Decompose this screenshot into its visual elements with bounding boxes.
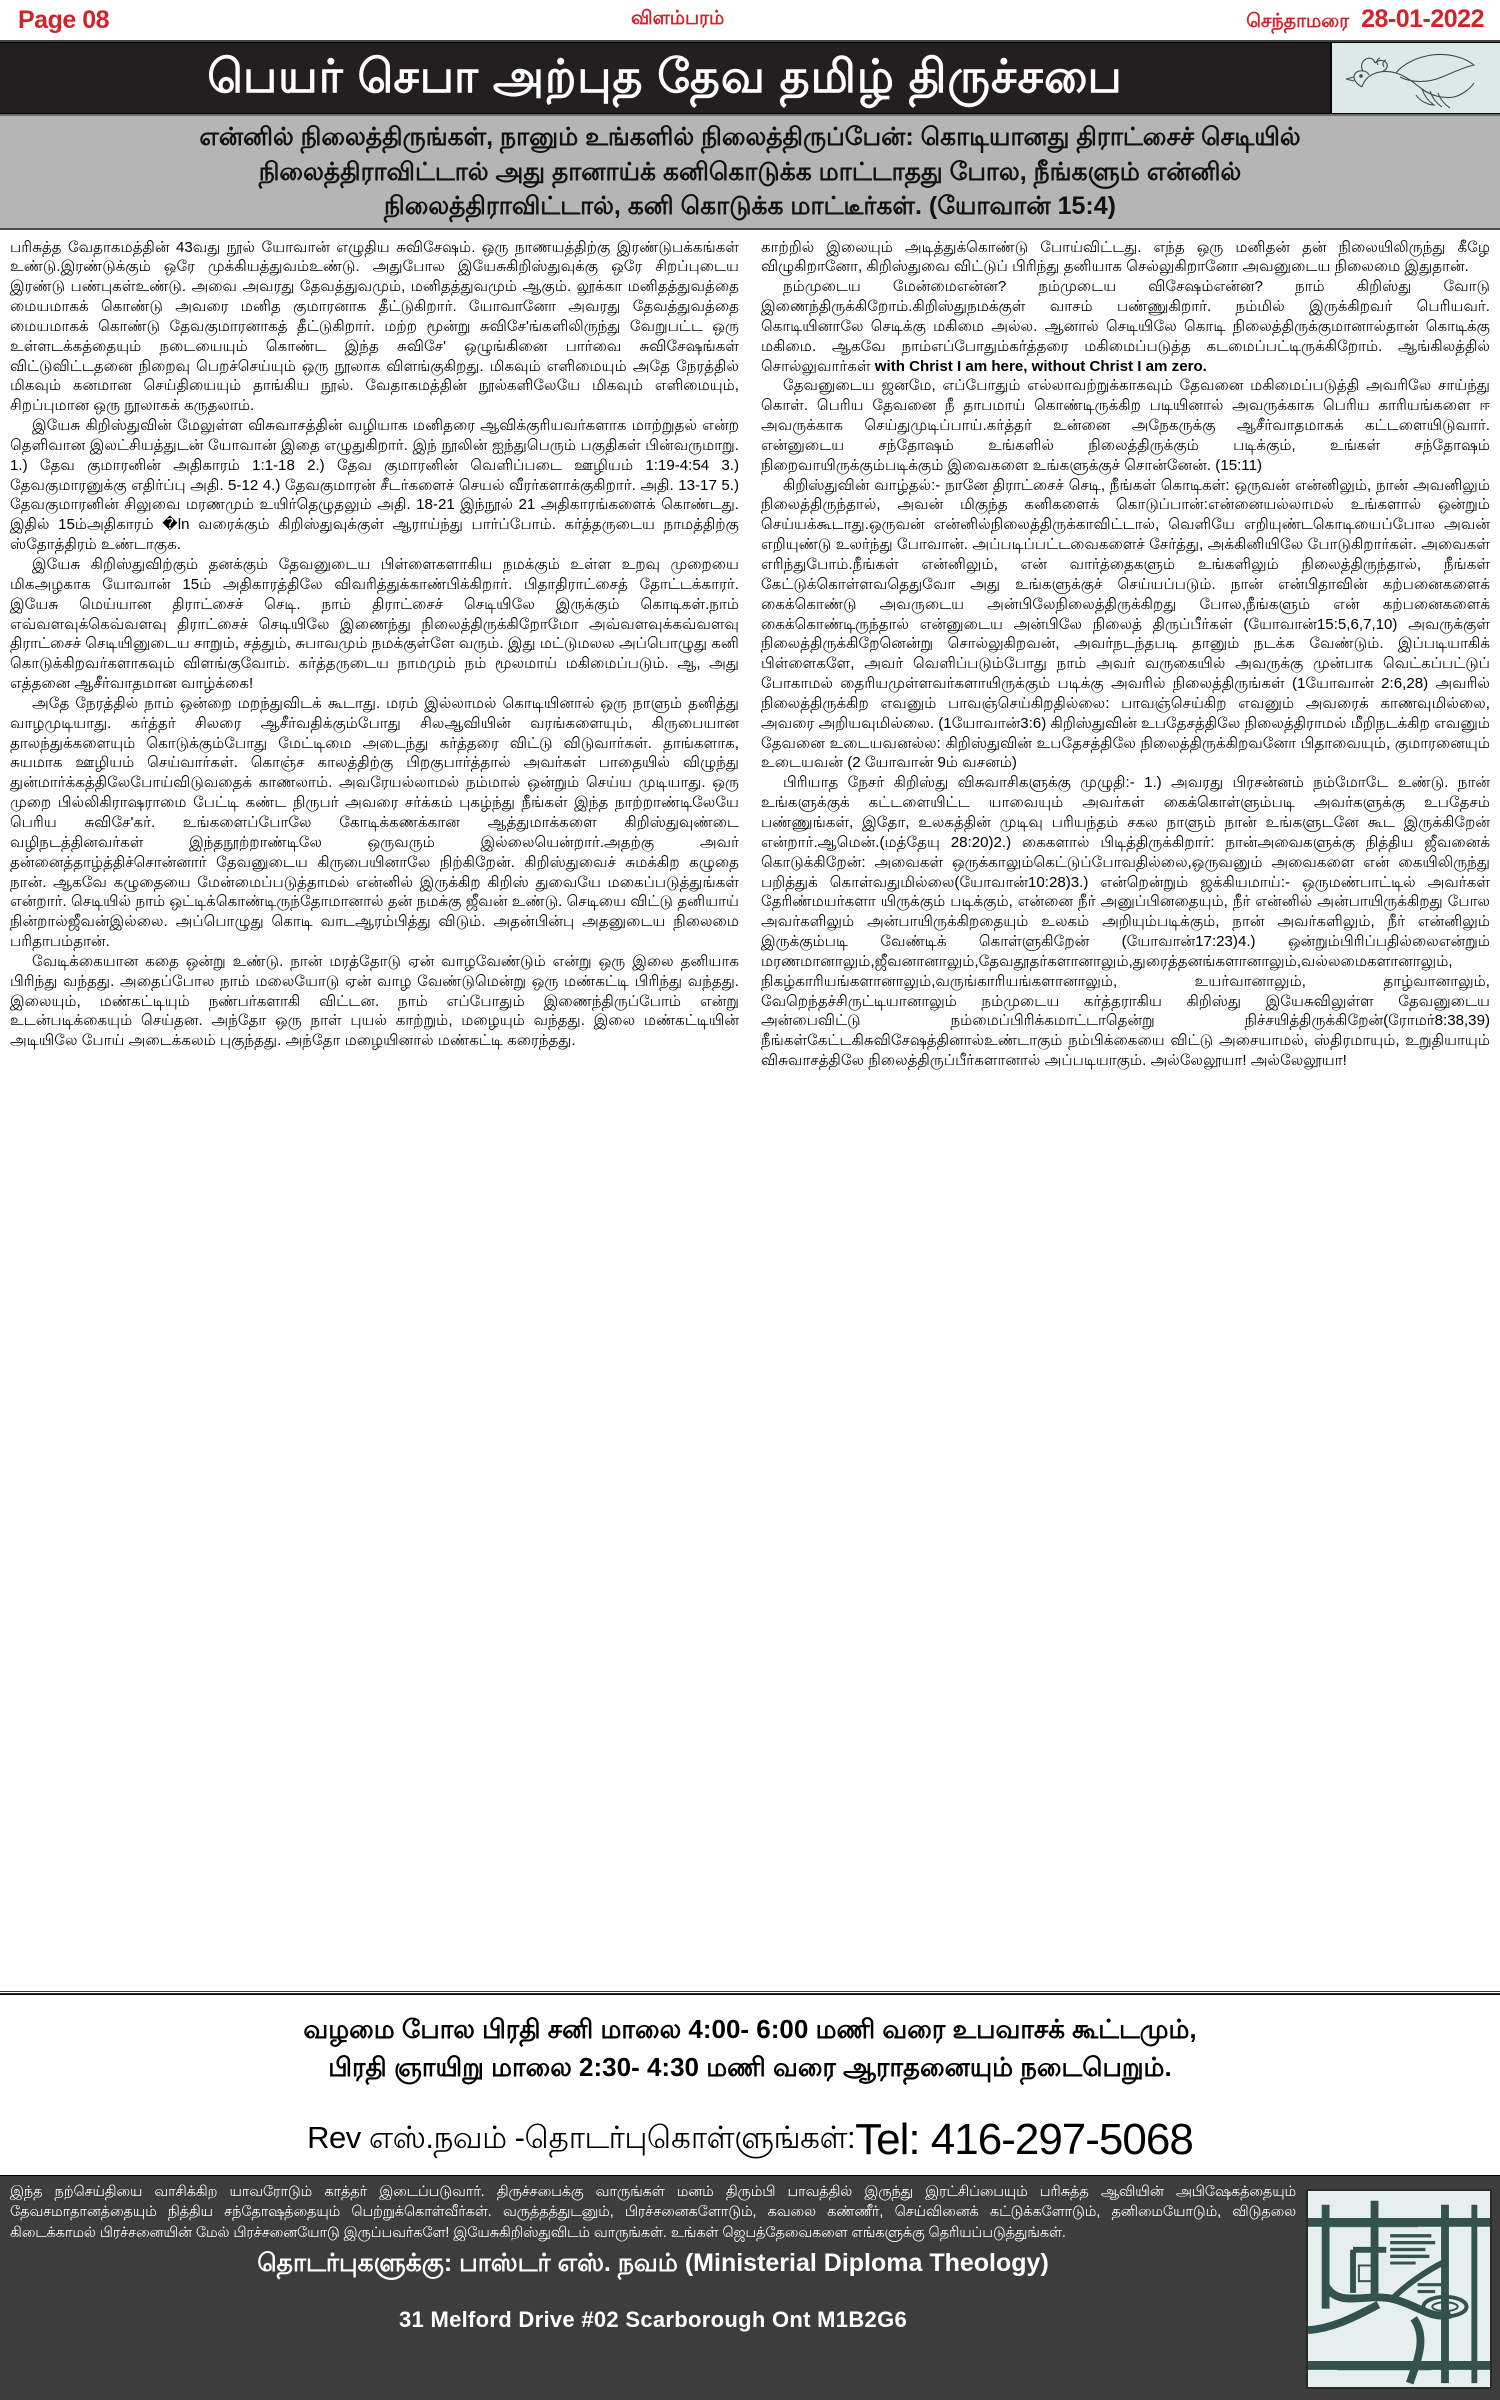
masthead-right-group	[1246, 5, 1484, 35]
paragraph: கிறிஸ்துவின் வாழ்தல்:- நானே திராட்சைச் செடி, நீங்கள் கொடிகள்: ஒருவன் என்னிலும், நான் அவனிலும் நிலைத்திருந்தால், அவன் மிகுந்த கனிகளைக் கொடுப்பான்:என்னையல்லாமல் உங்களால் ஒன்றும் செய்யக்கூடாது.ஒருவன் என்னில்நிலைத்திருக்காவிட்டால், வெளியே எறியுண்டகொடியைப்போல அவன் எறியுண்டு உலர்ந்து போவான். அப்படிப்பட்டவைகளைச் சேர்த்து, அக்கினியிலே போடுகிறார்கள். அவைகள் எரிந்துபோம்.நீங்கள் என்னிலும், என் வார்த்தைகளும் உங்களிலும் நிலைத்திருந்தால், நீங்கள் கேட்டுக்கொள்ளவதெதுவோ அது உங்களுக்குச் செய்யப்படும். நான் என்பிதாவின் கற்பனைகளைக் கைக்கொண்டு அவருடைய அன்பிலேநிலைத்திருக்கிறது போல,நீங்களும் என் கற்பனைகளைக் கைக்கொண்டிருந்தால் என்னுடைய அன்பிலே நிலைத் திருப்பீர்கள் (யோவான்15:5,6,7,10) அவருக்குள் நிலைத்திருக்கிறேனென்று சொல்லுகிறவன், அவர்நடந்தபடி தானும் நடக்க வேண்டும். இப்படியாகிக் பிள்ளைகளே, அவர் வெளிப்படும்போது நாம் அவர் வருகையில் அவருக்கு முன்பாக வெட்கப்பட்டுப் போகாமல் தைரியமுள்ளவர்களாயிருக்கும் படிக்கு அவரில் நிலைத்திருங்கள் (1யோவான் 2:6,28) அவரில் நிலைத்திருக்கிற எவனும் பாவஞ்செய்கிறதில்லை: பாவஞ்செய்கிற எவனும் அவரைக் காணவுமில்லை, அவரை அறியவுமில்லை. (1யோவான்3:6) கிறிஸ்துவின் உபதேசத்திலே நிலைத்திராமல் மீறிநடக்கிற எவனும் தேவனை உடையவனல்ல: கிறிஸ்துவின் உபதேசத்திலே நிலைத்திருக்கிறவனோ பிதாவையும், குமாரனையும் உடையவன் (2 யோவான் 9ம் வசனம்)	[761, 476, 1490, 772]
page-number: Page 08	[18, 5, 110, 34]
paragraph: தேவனுடைய ஜனமே, எப்போதும் எல்லாவற்றுக்காகவும் தேவனை மகிமைப்படுத்தி அவரிலே சாய்ந்து கொள். பெரிய தேவனை நீ தாபமாய் கொண்டிருக்கிற படியினால் அவருக்காக பெரிய காரியங்களை ஈ அவருக்காக செய்துமுடிப்பாய்.கர்த்தர் உன்னை அநேகருக்கு ஆசீர்வாதமாகக் கட்டளையிடுவார். என்னுடைய சந்தோஷம் உங்களில் நிலைத்திருக்கும் படிக்கும், உங்கள் சந்தோஷம் நிறைவாயிருக்கும்படிக்கும் இவைகளை உங்களுக்குச் சொன்னேன். (15:11)	[761, 377, 1490, 474]
paragraph: நம்முடைய மேன்மைஎன்ன? நம்முடைய விசேஷம்என்ன? நாம் கிறிஸ்து வோடு இணைந்திருக்கிறோம்.கிறிஸ்துநமக்குள் வாசம் பண்ணுகிறார். நம்மில் இருக்கிறவர் பெரியவர். கொடியினாலே செடிக்கு மகிமை அல்ல. ஆனால் செடியிலே கொடி நிலைத்திருக்குமானால்தான் கொடிக்கு மகிமை. ஆகவே நாம்எப்போதும்கர்த்தரை மகிமைப்படுத்த கடமைப்பட்டிருக்கிறோம். ஆங்கிலத்தில் சொல்லுவார்கள் with Christ I am here, without Christ I am zero.	[761, 278, 1490, 375]
issue-date: 28-01-2022	[1361, 5, 1484, 33]
footer-credential: (Ministerial Diploma Theology)	[684, 2248, 1049, 2277]
masthead	[0, 0, 1500, 42]
footer-invitation-block	[0, 2176, 1500, 2400]
church-address: 31 Melford Drive #02 Scarborough Ont M1B2G6	[398, 2306, 908, 2332]
paragraph: காற்றில் இலையும் அடித்துக்கொண்டு போய்விட்டது. எந்த ஒரு மனிதன் தன் நிலையிலிருந்து கீழே விழுகிறானோ, கிறிஸ்துவை விட்டுப் பிரிந்து தனியாக செல்லுகிறானோ அவனுடைய நிலைமை இதுதான்.	[761, 238, 1490, 276]
pastor-contact-label: Rev எஸ்.நவம் -தொடர்புகொள்ளுங்கள்:	[307, 2119, 856, 2155]
paragraph: இயேசு கிறிஸ்துவின் மேலுள்ள விசுவாசத்தின் வழியாக மனிதரை ஆவிக்குரியவர்களாக மாற்றுதல் என்ற தெளிவான இலட்சியத்துடன் யோவான் இதை எழுதுகிறார். இந் நூலின் ஐந்துபெரும் பகுதிகள் பின்வருமாறு. 1.) தேவ குமாரனின் அதிகாரம் 1:1-18 2.) தேவ குமாரனின் வெளிப்படை ஊழியம் 1:19-4:54 3.) தேவகுமாரனுக்கு எதிர்ப்பு அதி. 5-12 4.) தேவகுமாரன் சீடர்களைச் செயல் வீரர்களாக்குகிறார். அதி. 13-17 5.) தேவகுமாரனின் சிலுவை மரணமும் உயிர்தெழுதலும் அதி. 18-21 இந்நூல் 21 அதிகாரங்களைக் கொண்டது. இதில் 15ம்அதிகாரம் �ln வரைக்கும் கிறிஸ்துவுக்குள் ஆராய்ந்து பார்ப்போம். கர்த்தருடைய நாமத்திற்கு ஸ்தோத்திரம் உண்டாகுக.	[10, 417, 739, 554]
verse-line-2: நிலைத்திராவிட்டால் அது தானாய்க் கனிகொடுக்க மாட்டாதது போல, நீங்களும் என்னில்	[258, 157, 1242, 186]
church-name: பெயர் செபா அற்புத தேவ தமிழ் திருச்சபை	[207, 50, 1123, 102]
service-time-sunday: பிரதி ஞாயிறு மாலை 2:30- 4:30 மணி வரை ஆராதனையும் நடைபெறும்.	[328, 2051, 1172, 2082]
contact-phone-row[interactable]	[0, 2104, 1500, 2176]
invitation-text: இந்த நற்செய்தியை வாசிக்கிற யாவரோடும் காத்தர் இடைப்படுவார். திருச்சபைக்கு வாருங்கள் மனம் திரும்பி பாவத்தில் இருந்து இரட்சிப்பையும் பரிசுத்த ஆவியின் அபிஷேகத்தையும் தேவசமாதானத்தையும் நித்திய சந்தோஷத்தையும் பெற்றுக்கொள்வீர்கள். வருத்தத்துடனும், பிரச்சனைகளோடும், கவலை கண்ணீர், செய்வினைக் கட்டுக்களோடும், தனிமையோடும், விடுதலை கிடைக்காமல் பிரச்சனையின் மேல் பிரச்சனையோடு இருப்பவர்களே! இயேசுகிறிஸ்துவிடம் வாருங்கள். உங்கள் ஜெபத்தேவைகளை எங்களுக்கு தெரியப்படுத்துங்கள்.	[10, 2184, 1296, 2241]
article-body	[0, 230, 1500, 1995]
paper-name: செந்தாமரை	[1246, 11, 1350, 32]
paragraph: வேடிக்கையான கதை ஒன்று உண்டு. நான் மரத்தோடு ஏன் வாழவேண்டும் என்று ஒரு இலை தனியாக பிரிந்து வந்தது. அதைப்போல நாம் மலையோடு ஏன் வாழ வேண்டுமென்று ஒரு மண்கட்டி பிரிந்து வந்தது. இலையும், மண்கட்டியும் நண்பர்களாகி விட்டன. நாம் எப்போதும் இணைந்திருப்போம் என்று உடன்படிக்கையும் செய்தன. அந்தோ ஒரு நாள் புயல் காற்றும், மழையும் வந்தது. இலை மண்கட்டியின் அடியிலே போய் அடைக்கலம் புகுந்தது. அந்தோ மழையினால் மண்கட்டி கரைந்தது.	[10, 952, 739, 1050]
section-label: விளம்பரம்	[630, 8, 725, 29]
article-column-left	[10, 238, 750, 1988]
bible-verse-block	[0, 114, 1500, 230]
street-map-icon	[1306, 2189, 1492, 2389]
article-column-right	[750, 238, 1490, 1988]
footer-text-wrap	[10, 2182, 1306, 2396]
footer-contact-line	[10, 2249, 1296, 2281]
verse-line-3: நிலைத்திராவிட்டால், கனி கொடுக்க மாட்டீர்கள். (யோவான் 15:4)	[384, 192, 1116, 220]
church-banner	[0, 42, 1500, 114]
dove-olive-branch-icon	[1330, 43, 1500, 113]
paragraph: இயேசு கிறிஸ்துவிற்கும் தனக்கும் தேவனுடைய பிள்ளைகளாகிய நமக்கும் உள்ள உறவு முறையை மிகஅழகாக யோவான் 15ம் அதிகாரத்திலே விவரித்துக்காண்பிக்கிறார். பிதாதிராட்சைத் தோட்டக்காரர். இயேசு மெய்யான திராட்சைச் செடி. நாம் திராட்சைச் செடியிலே இருக்கும் கொடிகள்.நாம் எவ்வளவுக்கெவ்வளவு திராட்சைச் செடியிலே இணைந்து நிலைத்திருக்கிறோமோ அவ்வளவுக்கவ்வளவு திராட்சைச் செடியினுடைய சாறும், சத்தும், சுபாவமும் நமக்குள்ளே வரும். இது மட்டுமலல அப்பொழுது கனி கொடுக்கிறவர்களாகவும் விளங்குவோம். கர்த்தருடைய நாமமும் நம் மூலமாய் மகிமைப்படும். ஆ, அது எத்தனை ஆசீர்வாதமான வாழ்க்கை!	[10, 556, 739, 693]
service-time-saturday: வழமை போல பிரதி சனி மாலை 4:00- 6:00 மணி வரை உபவாசக் கூட்டமும்,	[303, 2013, 1197, 2044]
paragraph: பரிசுத்த வேதாகமத்தின் 43வது நூல் யோவான் எழுதிய சுவிசேஷம். ஒரு நாணயத்திற்கு இரண்டுபக்கங்கள் உண்டு.இரண்டுக்கும் ஒரே முக்கியத்துவம்உண்டு. அதுபோல இயேசுகிறிஸ்துவுக்கு ஒரே சிறப்புடைய இரண்டு பண்புகள்உண்டு. அவை அவரது தேவத்துவமும், மனிதத்துவமும் ஆகும். லூக்கா மனிதத்துவத்தை மையமாகக் கொண்டு அவரை மனித குமாரனாக தீட்டுகிறார். யோவானோ அவரது தேவத்துவத்தை மையமாகக் கொண்டு தேவகுமாரனாகத் தீட்டுகிறார். மற்ற மூன்று சுவிசே'ங்களிலிருந்து வேறுபட்ட ஒரு உள்ளடக்கத்தையும் நடையையும் கொண்ட இந்த சுவிசே' ஒழுங்கினை பார்வை சுவிசேஷங்கள் விட்டுவிட்டதனை நிறைவு பெறச்செய்யும் ஒரு நூலாக விளங்குகிறது. மிகவும் எளிமையும் அதே நேரத்தில் மிகவும் கனமான செய்தியையும் தாங்கிய நூல். வேதாகமத்தின் நூல்களிலேயே மிகவும் எளிமையும், சிறப்புமான ஒரு நூலாகக் கருதலாம்.	[10, 238, 739, 415]
verse-line-1: என்னில் நிலைத்திருங்கள், நானும் உங்களில் நிலைத்திருப்பேன்: கொடியானது திராட்சைச் செடியில்	[199, 123, 1301, 151]
footer-contact-label: தொடர்புகளுக்கு: பாஸ்டர் எஸ். நவம்	[257, 2248, 685, 2277]
english-quote: with Christ I am here, without Christ I am zero.	[874, 357, 1207, 375]
paragraph: அதே நேரத்தில் நாம் ஒன்றை மறந்துவிடக் கூடாது. மரம் இல்லாமல் கொடியினால் ஒரு நாளும் தனித்து வாழமுடியாது. கர்த்தர் சிலரை ஆசீர்வதிக்கும்போது சிலஆவியின் வரங்களையும், கிருபையான தாலந்துக்களையும் கொடுக்கும்போது மேட்டிமை அடைந்து கர்த்தரை விட்டு விடுவார்கள். தாங்களாக, சுயமாக ஊழியம் செய்வார்கள். கொஞ்ச காலத்திற்கு பிறகுபார்த்தால் அவர்கள் பாதையில் விழுந்து துன்மார்க்கத்திலேபோய்விடுவதைக் காணலாம். அவரேயல்லாமல் நம்மால் ஒன்றும் செய்ய முடியாது. ஒரு முறை பில்லிகிராஷராமை பேட்டி கண்ட நிருபர் அவரை சர்க்கம் புகழ்ந்து நீங்கள் இந்த நாற்றாண்டிலேயே பெரிய சுவிசே'கர். உங்களைப்போலே கோடிக்கணக்கான ஆத்துமாக்களை கிறிஸ்துவுண்டை வழிநடத்தினவர்கள் இந்தநூற்றாண்டிலே ஒருவரும் இல்லையென்றார்.அதற்கு அவர் தன்னைத்தாழ்த்திச்சொன்னார் தேவனுடைய கிருபையினாலே நிற்கிறேன். கிறிஸ்துவைச் சுமக்கிற கழுதை நான். ஆகவே கழுதையை மேன்மைப்படுத்தாமல் என்னில் இருக்கிற கிறிஸ் துவையே மகைப்படுத்துங்கள் என்றார். செடியில் நாம் ஒட்டிக்கொண்டிருந்தோமானால் தன் நமக்கு ஜீவன் உண்டு. செடியை விட்டு தனியாய் நின்றால்ஜீவன்இல்லை. அப்பொழுது கொடி வாடஆரம்பித்து விடும். அதன்பின்பு அதனுடைய நிலைமை பரிதாபம்தான்.	[10, 694, 739, 951]
paragraph: பிரியாத நேசர் கிறிஸ்து விசுவாசிகளுக்கு முழுதி:- 1.) அவரது பிரசன்னம் நம்மோடே உண்டு. நான் உங்களுக்குக் கட்டளையிட்ட யாவையும் அவர்கள் கைக்கொள்ளும்படி அவர்களுக்கு உபதேசம் பண்ணுங்கள், இதோ, உலகத்தின் முடிவு பரியந்தம் சகல நாளும் நான் உங்களுடனே கூட இருக்கிறேன் என்றார்.ஆமென்.(மத்தேயு 28:20)2.) கைகளால் பிடித்திருக்கிறார்: நான்அவைகளுக்கு நித்திய ஜீவனைக் கொடுக்கிறேன்: அவைகள் ஒருக்காலும்கெட்டுப்போவதில்லை,ஒருவனும் அவைகளை என் கையிலிருந்து பறித்துக் கொள்வதுமில்லை(யோவான்10:28)3.) என்றென்றும் ஜக்கியமாய்:- ஒருமண்பாட்டில் அவர்கள் தேரிண்மயர்களா யிருக்கும் படிக்கும், என்னை நீர் அனுப்பினதையும், நீர் என்னில் அன்பாயிருக்கிறது போல அவர்களிலும் அன்பாயிருக்கிறதையும் உலகம் அறியும்படிக்கும், நான் அவர்களிலும், நீர் என்னிலும் இருக்கும்படி வேண்டிக் கொள்ளுகிறேன் (யோவான்17:23)4.) ஒன்றும்பிரிப்பதில்லைஎன்றும் மரணமானாலும்,ஜீவனானாலும்,தேவதூதர்களானாலும்,துரைத்தனங்களானாலும்,வல்லமைகளானாலும், நிகழ்காரியங்களானாலும்,வருங்காரியங்களானாலும், உயர்வானாலும், தாழ்வானாலும், வேறெந்தச்சிருட்டியானாலும் நம்முடைய கர்த்தராகிய கிறிஸ்து இயேசுவிலுள்ள தேவனுடைய அன்பைவிட்டு நம்மைப்பிரிக்கமாட்டாதென்று நிச்சயித்திருக்கிறேன்(ரோமர்8:38,39) நீங்கள்கேட்டகிசுவிசேஷத்தினால்உண்டாகும் நம்பிக்கையை விட்டு அசையாமல், ஸ்திரமாயும், உறுதியாயும் விசுவாசத்திலே நிலைத்திருப்பீர்களானால் அப்படியாகும். அல்லேலூயா! அல்லேலூயா!	[761, 774, 1490, 1070]
service-times	[0, 1994, 1500, 2104]
telephone-number[interactable]: Tel: 416-297-5068	[855, 2114, 1193, 2164]
